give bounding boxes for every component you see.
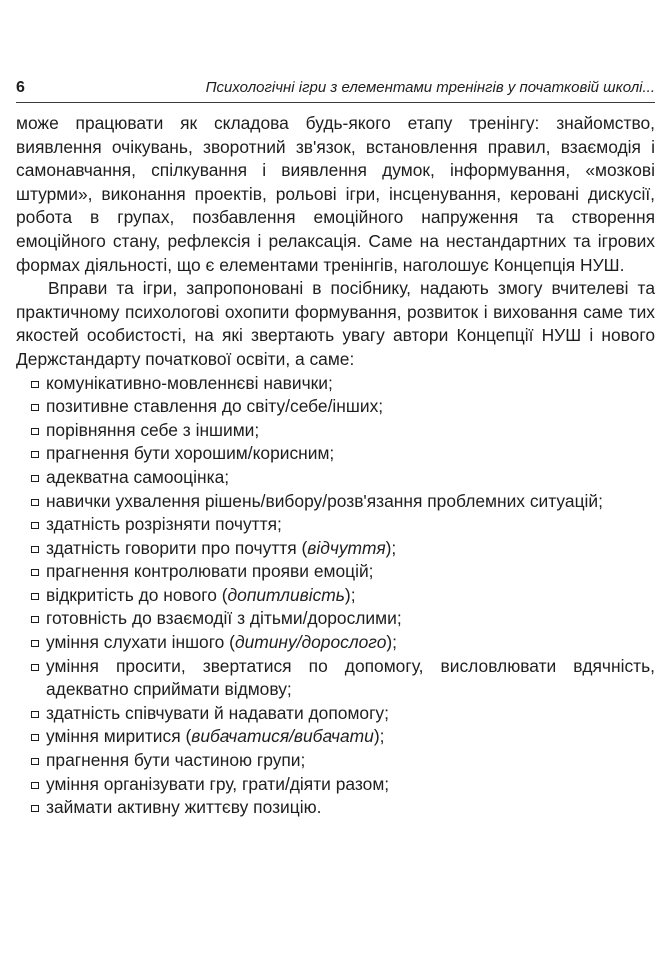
square-bullet-icon bbox=[31, 711, 39, 718]
paragraph-intro: може працювати як складова будь-якого етапу тренінгу: знайомство, виявлення очікувань, зворотний зв'язок, встановлення правил, взаємодія і самонавчання, спілкування і виявлення думок, інформування, «мозкові штурми», виконання проектів, рольові ігри, інсценування, керовані дискусії, робота в групах, позбавлення емоційного напруження та створення емоційного стану, рефлексія і релаксація. Саме на нестандартних та ігрових формах діяльності, що є елементами тренінгів, наголошує Концепція НУШ. bbox=[16, 113, 655, 275]
square-bullet-icon bbox=[31, 734, 39, 741]
list-item bbox=[16, 773, 655, 797]
square-bullet-icon bbox=[31, 640, 39, 647]
square-bullet-icon bbox=[31, 475, 39, 482]
list-item bbox=[16, 631, 655, 655]
list-item-text: відкритість до нового ( bbox=[46, 584, 228, 605]
square-bullet-icon bbox=[31, 522, 39, 529]
square-bullet-icon bbox=[31, 782, 39, 789]
square-bullet-icon bbox=[31, 499, 39, 506]
square-bullet-icon bbox=[31, 758, 39, 765]
list-item bbox=[16, 702, 655, 726]
list-item-text-end: ); bbox=[373, 726, 385, 747]
list-item-text: уміння миритися ( bbox=[46, 726, 192, 747]
list-item bbox=[16, 372, 655, 396]
page-content bbox=[16, 112, 655, 820]
list-item-text: навички ухвалення рішень/вибору/розв'язання проблемних ситуацій; bbox=[46, 490, 603, 511]
list-item-emphasis: відчуття bbox=[307, 537, 386, 558]
list-item-text: прагнення бути частиною групи; bbox=[46, 750, 306, 771]
list-item-text: готовність до взаємодії з дітьми/дорослими; bbox=[46, 608, 402, 629]
list-item-text-end: ); bbox=[385, 537, 397, 558]
running-title: Психологічні ігри з елементами тренінгів у початковій школі... bbox=[205, 79, 655, 96]
list-item-emphasis: вибачатися/вибачати bbox=[191, 726, 374, 747]
list-item-text-end: ); bbox=[344, 584, 356, 605]
list-item-text: прагнення контролювати прояви емоцій; bbox=[46, 561, 374, 582]
square-bullet-icon bbox=[31, 546, 39, 553]
square-bullet-icon bbox=[31, 593, 39, 600]
paragraph-exercises: Вправи та ігри, запропоновані в посібнику, надають змогу вчителеві та практичному психологові охопити формування, розвиток і виховання саме тих якостей особистості, на які звертають увагу автори Концепції НУШ і нового Держстандарту початкової освіти, а саме: bbox=[16, 278, 655, 369]
square-bullet-icon bbox=[31, 404, 39, 411]
list-item-text: уміння слухати іншого ( bbox=[46, 632, 235, 653]
square-bullet-icon bbox=[31, 451, 39, 458]
page-number: 6 bbox=[16, 79, 25, 96]
list-item bbox=[16, 584, 655, 608]
list-item-text: позитивне ставлення до світу/себе/інших; bbox=[46, 396, 384, 417]
list-item-text: порівняння себе з іншими; bbox=[46, 419, 260, 440]
list-item bbox=[16, 560, 655, 584]
list-item-text: прагнення бути хорошим/корисним; bbox=[46, 443, 335, 464]
qualities-list bbox=[16, 372, 655, 820]
list-item bbox=[16, 749, 655, 773]
list-item bbox=[16, 395, 655, 419]
list-item bbox=[16, 513, 655, 537]
square-bullet-icon bbox=[31, 428, 39, 435]
square-bullet-icon bbox=[31, 664, 39, 671]
list-item-text: здатність розрізняти почуття; bbox=[46, 514, 282, 535]
page-header bbox=[16, 72, 655, 103]
list-item-text: здатність співчувати й надавати допомогу; bbox=[46, 702, 389, 723]
list-item bbox=[16, 725, 655, 749]
list-item-text: займати активну життєву позицію. bbox=[46, 797, 322, 818]
list-item bbox=[16, 655, 655, 702]
list-item-text: адекватна самооцінка; bbox=[46, 466, 230, 487]
list-item-text: уміння організувати гру, грати/діяти разом; bbox=[46, 773, 390, 794]
list-item bbox=[16, 537, 655, 561]
list-item-emphasis: дитину/дорослого bbox=[234, 632, 387, 653]
square-bullet-icon bbox=[31, 569, 39, 576]
list-item-text-end: ); bbox=[386, 632, 397, 653]
list-item bbox=[16, 607, 655, 631]
list-item bbox=[16, 490, 655, 514]
list-item-emphasis: допитливість bbox=[227, 584, 345, 605]
list-item bbox=[16, 796, 655, 820]
list-item bbox=[16, 419, 655, 443]
square-bullet-icon bbox=[31, 381, 39, 388]
list-item-text: комунікативно-мовленнєві навички; bbox=[46, 372, 333, 393]
list-item-text: здатність говорити про почуття ( bbox=[46, 537, 308, 558]
list-item-text: уміння просити, звертатися по допомогу, висловлювати вдячність, адекватно сприймати відмову; bbox=[46, 655, 655, 700]
square-bullet-icon bbox=[31, 805, 39, 812]
square-bullet-icon bbox=[31, 616, 39, 623]
list-item bbox=[16, 466, 655, 490]
list-item bbox=[16, 442, 655, 466]
